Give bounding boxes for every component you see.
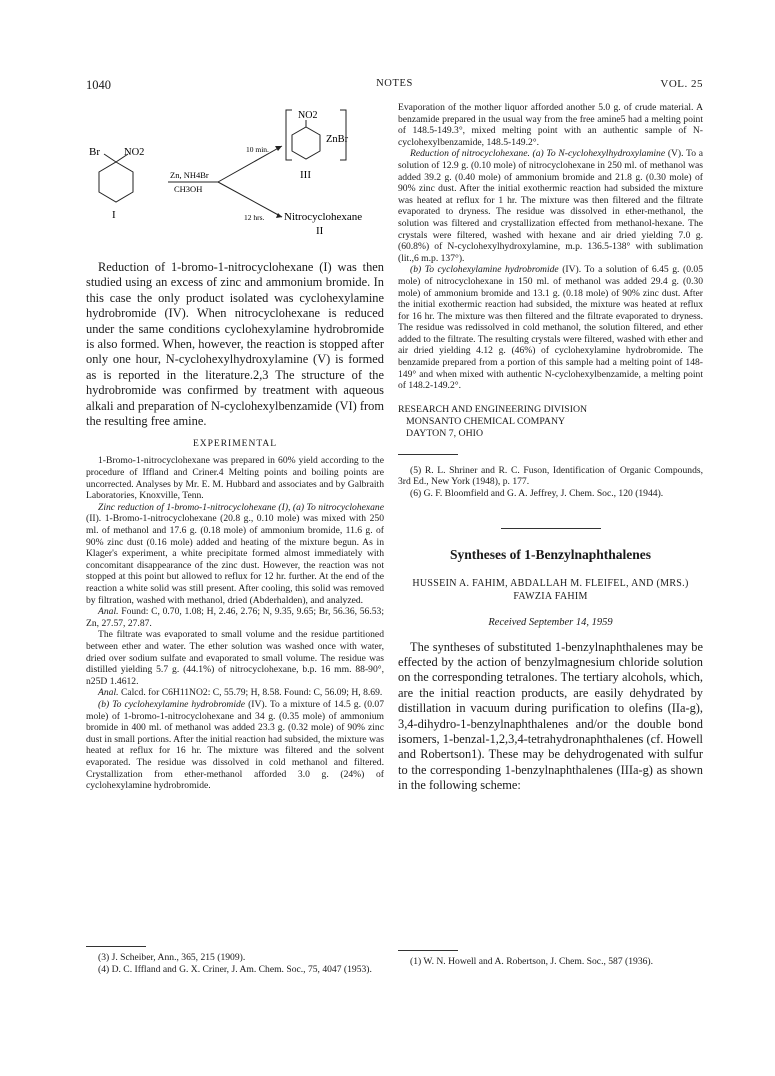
footnote-rule-right [398,950,458,951]
footnote-6: (6) G. F. Bloomfield and G. A. Jeffrey, J. Chem. Soc., 120 (1944). [410,488,664,500]
compound-label-ii: II [316,225,324,237]
reaction-scheme [86,102,384,252]
paragraph-6-text: (IV). To a mixture of 14.5 g. (0.07 mole) of 1-bromo-1-nitrocyclohexane and 34 g. (0.35 mole) of ammonium bromide in 400 ml. of methanol was added 23.3 g. (0.32 mole) of 90% zinc dust in small portions. After the initial reaction had subsided, the mixture was heated at reflux for 16 hr. The mixture was filtered and the solvent evaporated. The residue was dissolved in cold methanol and filtered. Crystallization from ether-methanol afforded 3.0 g. (24%) of cyclohexylamine hydrobromide. [86,698,385,792]
right-paragraph-3-heading: (b) To cyclohexylamine hydrobromide [410,264,559,276]
page-number: 1040 [86,78,111,92]
received-date: Received September 14, 1959 [488,616,613,628]
left-column [86,102,384,792]
footnote-5: (5) R. L. Shriner and R. C. Fuson, Identification of Organic Compounds, 3rd Ed., New York (1948), p. 177. [398,464,703,488]
article-body: The syntheses of substituted 1-benzylnaphthalenes may be effected by the action of benzylmagnesium chloride solution on the corresponding tetralones. The tertiary alcohols, which, are the initial reaction products, are easily dehydrated by distillation in vacuum during purification to olefins (IIa-g), 3,4-dihydro-1-benzylnaphthalenes and/or the double bond isomers, 1-benzal-1,2,3,4-tetrahydronaphthalenes (cf. Howell and Robertson1). These may be dehydrogenated with sulfur to the corresponding 1-benzylnaphthalenes (IIIa-g) as shown in the following scheme: [398,639,703,793]
nitro-label-iii: NO2 [298,110,318,121]
analysis-found-paragraph [86,606,384,629]
footnote-rule-left [86,946,146,947]
analysis-found-text: Found: C, 0.70, 1.08; H, 2.46, 2.76; N, 9.35, 9.65; Br, 56.36, 56.53; Zn, 27.57, 27.87. [86,606,384,629]
affiliation [398,404,703,440]
affiliation-company: MONSANTO CHEMICAL COMPANY [406,415,566,427]
zinc-bromide-label: ZnBr [326,134,349,145]
footnote-4: (4) D. C. Iffland and G. X. Criner, J. Am. Chem. Soc., 75, 4047 (1953). [98,963,372,975]
analysis-calcd-paragraph [86,687,384,699]
reagents-label: Zn, NH4Br [170,170,209,180]
footnote-1: (1) W. N. Howell and A. Robertson, J. Chem. Soc., 587 (1936). [410,956,654,967]
article-title: Syntheses of 1-Benzylnaphthalenes [449,546,652,562]
article-divider [501,528,601,529]
solvent-label: CH3OH [174,184,203,194]
footnote-divider [398,454,458,455]
bromo-label: Br [89,146,100,158]
right-paragraph-1: Evaporation of the mother liquor afforded another 5.0 g. of crude material. A benzamide prepared in the usual way from the free amine5 had a melting point of 148.5-149.3°, mixed melting point with an authentic sample of N-cyclohexylbenzamide, 148.5-149.2°. [398,102,703,148]
article-authors: HUSSEIN A. FAHIM, ABDALLAH M. FLEIFEL, AND (MRS.) FAWZIA FAHIM [412,577,689,602]
experimental-paragraph-2 [86,502,384,606]
right-paragraph-3 [398,264,703,392]
product-name: Nitrocyclohexane [284,211,363,223]
experimental-paragraph-6 [86,699,384,792]
affiliation-city: DAYTON 7, OHIO [406,427,484,439]
volume-label: VOL. 25 [660,78,703,90]
paragraph-2-heading: Zinc reduction of 1-bromo-1-nitrocyclohexane (I), (a) To nitrocyclohexane [98,501,384,513]
experimental-paragraph-1: 1-Bromo-1-nitrocyclohexane was prepared in 60% yield according to the procedure of Iffland and Criner.4 Melting points and boiling points are uncorrected. Analyses by Mr. E. M. Hubbard and associates and by Galbraith Laboratories, Knoxville, Tenn. [86,455,384,502]
paragraph-6-heading: (b) To cyclohexylamine hydrobromide [98,698,246,710]
compound-label-iii: III [300,169,311,181]
time-short-label: 10 min. [246,145,269,154]
section-title: NOTES [376,78,413,89]
time-long-label: 12 hrs. [244,213,265,222]
anal-heading-1: Anal. [98,606,119,618]
footnotes-left [86,952,384,975]
cyclohexane-ring-i [99,162,133,202]
page-header [86,78,703,94]
affiliation-division: RESEARCH AND ENGINEERING DIVISION [398,403,588,415]
analysis-calcd-text: Calcd. for C6H11NO2: C, 55.79; H, 8.58. Found: C, 56.09; H, 8.69. [120,687,383,699]
right-column [398,102,703,794]
compound-label-i: I [112,209,116,221]
right-paragraph-2 [398,148,703,264]
right-paragraph-2-text: (V). To a solution of 12.9 g. (0.10 mole) of nitrocyclohexane in 250 ml. of methanol was added 39.2 g. (0.40 mole) of ammonium bromide and 21.8 g. (0.30 mole) of 90% zinc dust. After the initial exothermic reaction had subsided the mixture was heated at reflux for 1 hr. The mixture was then filtered and the filtrate evaporated to dryness. The residue was dissolved in ether-methanol, the solution was filtered and crystallization effected from methanol-hexane. The crystals were filtered, washed with hexane and air dried yielding 7.0 g. (60.8%) of N-cyclohexylhydroxylamine, m.p. 136.5-138° with sublimation (lit.,6 m.p. 137°). [398,148,703,264]
experimental-heading: EXPERIMENTAL [192,439,278,450]
intro-paragraph: Reduction of 1-bromo-1-nitrocyclohexane (I) was then studied using an excess of zinc and ammonium bromide. In this case the only product isolated was cyclohexylamine hydrobromide (IV). When nitrocyclohexane is reduced under the same conditions cyclohexylamine hydrobromide is also formed. When, however, the reaction is stopped after only one hour, N-cyclohexylhydroxylamine (V) is formed as is reported in the literature.2,3 The structure of the hydrobromide was confirmed by treatment with aqueous alkali and preparation of N-cyclohexylbenzamide (VI) from the resulting free amine. [86,260,384,429]
nitro-label-i: NO2 [124,147,145,158]
cyclohexane-ring-iii [292,127,320,159]
footnote-3: (3) J. Scheiber, Ann., 365, 215 (1909). [98,952,246,963]
right-paragraph-2-heading: Reduction of nitrocyclohexane. (a) To N-cyclohexylhydroxylamine [410,148,666,160]
anal-heading-2: Anal. [98,687,119,699]
footnotes-right [398,956,703,968]
right-paragraph-3-text: (IV). To a solution of 6.45 g. (0.05 mole) of nitrocyclohexane in 150 ml. of methanol was added 29.4 g. (0.30 mole) of ammonium bromide and 13.1 g. (0.18 mole) of 90% zinc dust. After the initial exothermic reaction had subsided, the mixture was heated at reflux for 16 hr. The mixture was then filtered and the filtrate evaporated to dryness. The residue was redissolved in cold methanol, the solution filtered, and ether added to the filtrate. The resulting crystals were filtered, washed with ether and air dried yielding 4.12 g. (46%) of cyclohexylamine hydrobromide. The benzamide prepared from a portion of this sample had a melting point of 148-149° and when mixed with authentic N-cyclohexylbenzamide, a melting point of 148.2-149.2°. [398,264,703,392]
paragraph-2-text: (II). 1-Bromo-1-nitrocyclohexane (20.8 g., 0.10 mole) was mixed with 250 ml. of methanol and 17.6 g. (0.18 mole) of ammonium bromide, 11.6 g. of 90% zinc dust (0.16 mole) added and heating of the mixture begun. As in Klager's experiment, a white precipitate formed almost immediately with concomitant disappearance of the zinc dust. However, the reaction was not stopped at this point but allowed to reflux for 12 hr. further. At the end of the reaction a white solid was still present. After cooling, this solid was removed by filtration, washed with methanol, dried (Abderhalden), and analyzed. [86,513,384,606]
experimental-paragraph-4: The filtrate was evaporated to small volume and the residue partitioned between ether and water. The ether solution was washed once with water, dried over sodium sulfate and evaporated to small volume. The residue was distilled yielding 5.7 g. (44.1%) of nitrocyclohexane, b.p. 16 mm. 88-90°, n25D 1.4612. [86,629,384,687]
